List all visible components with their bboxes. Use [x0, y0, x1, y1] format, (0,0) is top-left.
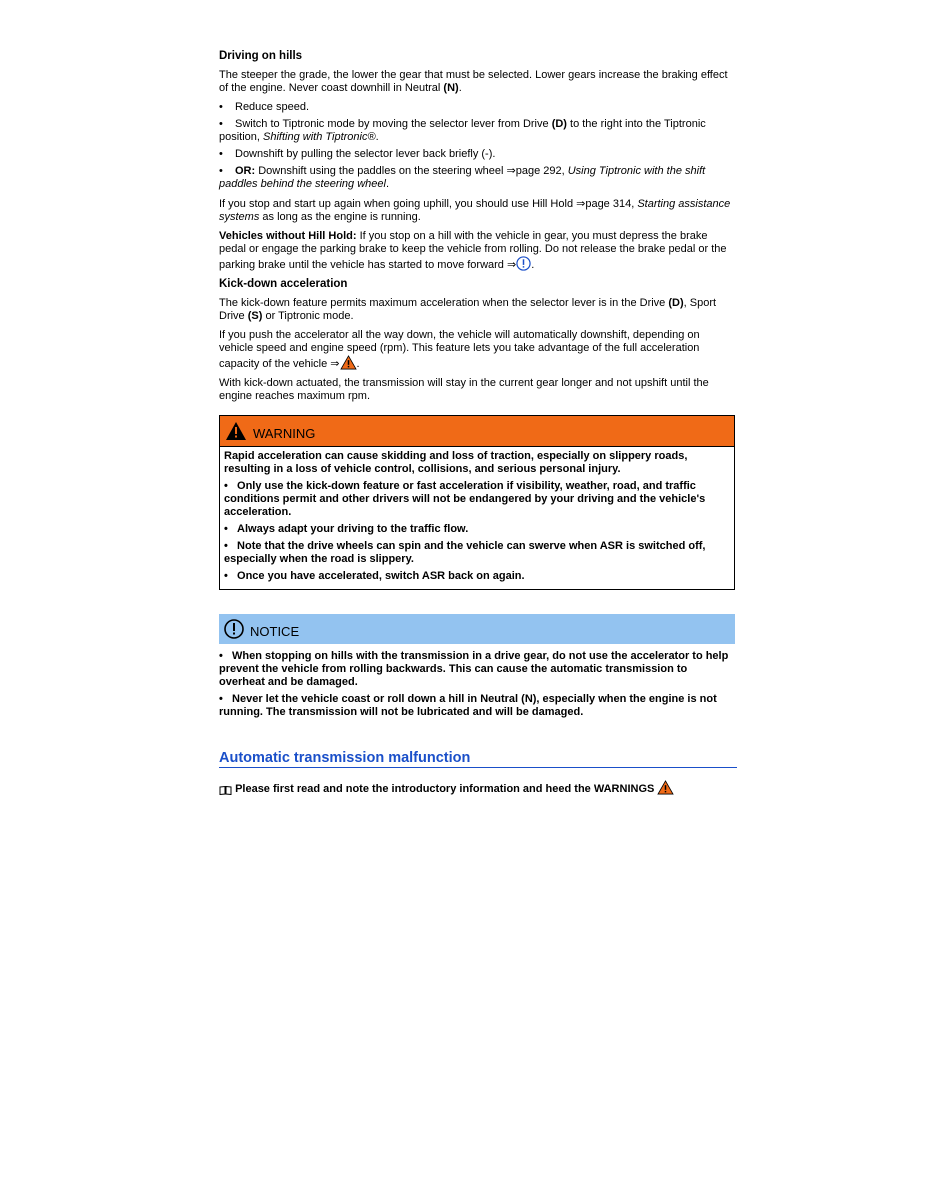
read-first-line: Please first read and note the introductory information and heed the WARNINGS: [219, 780, 735, 796]
hillhold-paragraph: If you stop and start up again when going uphill, you should use Hill Hold ⇒page 314, Starting assistance systems as long as the engine is running.: [219, 198, 731, 223]
list-item: • Once you have accelerated, switch ASR back on again.: [224, 570, 525, 582]
warning-triangle-icon: [225, 421, 247, 441]
list-item: • Always adapt your driving to the traffic flow.: [224, 523, 469, 535]
list-item: • Note that the drive wheels can spin and the vehicle can swerve when ASR is switched off, especially when the road is slippery.: [224, 540, 706, 565]
starting-assistance-link[interactable]: Starting assistance systems: [219, 198, 731, 223]
warning-title: WARNING: [253, 426, 316, 441]
section-title: Automatic transmission malfunction: [219, 752, 737, 768]
kickdown-p3: With kick-down actuated, the transmission will stay in the current gear longer and not upshift until the engine reaches maximum rpm.: [219, 377, 709, 402]
notice-circle-icon: [223, 618, 245, 640]
tiptronic-link[interactable]: Shifting with Tiptronic®: [263, 131, 376, 143]
no-hillhold-paragraph: Vehicles without Hill Hold: If you stop on a hill with the vehicle in gear, you must depress the brake pedal or engage the parking brake to keep the vehicle from rolling. Do not release the brake pedal or the parking brake until the vehicle has started to move forward ⇒ .: [219, 230, 727, 271]
list-item: • OR: Downshift using the paddles on the steering wheel ⇒page 292, Using Tiptronic with the shift paddles behind the steering wheel.: [219, 165, 706, 190]
list-item: • Downshift by pulling the selector lever back briefly (-).: [219, 148, 496, 160]
hills-intro: The steeper the grade, the lower the gear that must be selected. Lower gears increase the braking effect of the engine. Never coast downhill in Neutral (N).: [219, 69, 728, 94]
list-item: • Only use the kick-down feature or fast acceleration if visibility, weather, road, and traffic conditions permit and other drivers will not be endangered by your driving and the vehicle's acceleration.: [224, 480, 706, 518]
list-item: • Never let the vehicle coast or roll down a hill in Neutral (N), especially when the engine is not running. The transmission will not be lubricated and will be damaged.: [219, 693, 717, 718]
list-item: • Reduce speed.: [219, 101, 309, 113]
warning-header: [220, 416, 734, 447]
kickdown-heading: Kick-down acceleration: [219, 278, 348, 290]
notice-title: NOTICE: [250, 624, 300, 639]
paddles-link[interactable]: Using Tiptronic with the shift paddles behind the steering wheel: [219, 165, 706, 190]
warning-body: [220, 447, 734, 589]
manual-page: [219, 50, 735, 796]
kickdown-p2: If you push the accelerator all the way down, the vehicle will automatically downshift, depending on vehicle speed and engine speed (rpm). This feature lets you take advantage of the full acceleration capacity of the vehicle ⇒ .: [219, 329, 700, 370]
list-item: • When stopping on hills with the transmission in a drive gear, do not use the accelerator to help prevent the vehicle from rolling backwards. This can cause the automatic transmission to overheat and be damaged.: [219, 650, 729, 688]
warning-intro: Rapid acceleration can cause skidding and loss of traction, especially on slippery roads, resulting in a loss of vehicle control, collisions, and serious personal injury.: [224, 450, 688, 475]
kickdown-p1: The kick-down feature permits maximum acceleration when the selector lever is in the Drive (D), Sport Drive (S) or Tiptronic mode.: [219, 297, 717, 322]
notice-circle-icon[interactable]: [516, 256, 531, 271]
list-item: • Switch to Tiptronic mode by moving the selector lever from Drive (D) to the right into the Tiptronic position, Shifting with Tiptronic®.: [219, 118, 706, 143]
notice-body: [219, 644, 735, 719]
hills-heading: Driving on hills: [219, 50, 303, 62]
book-icon: [219, 785, 232, 795]
warning-triangle-icon[interactable]: [657, 780, 674, 795]
notice-header: [219, 614, 735, 644]
warning-triangle-icon[interactable]: [340, 355, 357, 370]
warning-box: [219, 415, 735, 590]
